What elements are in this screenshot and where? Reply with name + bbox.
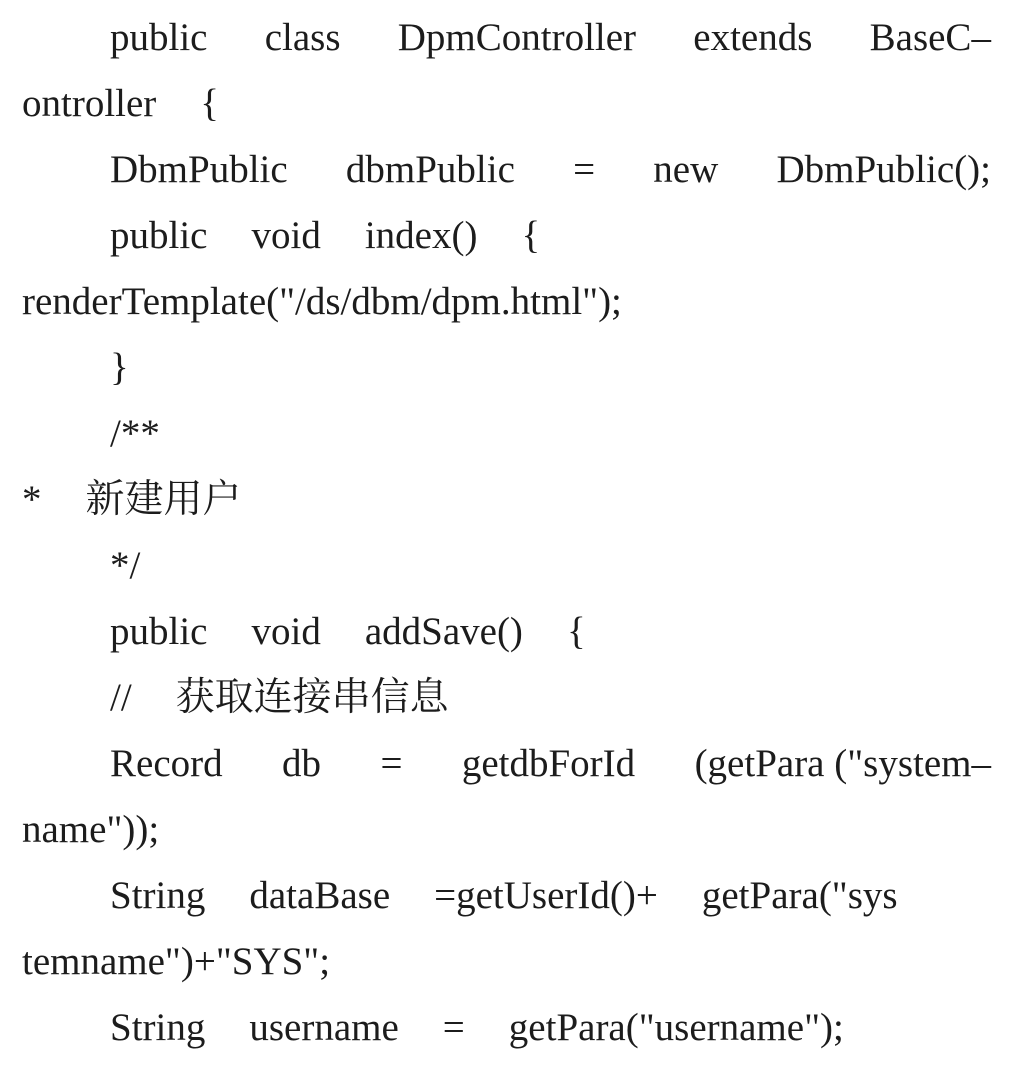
code-token: public: [110, 214, 208, 257]
code-token: */: [110, 544, 141, 587]
code-token: new: [653, 148, 719, 191]
code-token: getdbForId: [461, 742, 636, 785]
code-token: name"));: [22, 808, 160, 851]
code-token: 获取连接串信息: [175, 676, 449, 719]
code-token: 新建用户: [85, 478, 242, 521]
code-token: public: [110, 610, 208, 653]
code-token: Record: [110, 742, 223, 785]
code-line-7: [110, 404, 991, 464]
code-token: =: [573, 148, 596, 191]
code-token: BaseC–: [869, 16, 991, 59]
code-token: }: [110, 346, 129, 389]
code-token: String: [110, 1006, 206, 1049]
code-token: renderTemplate("/ds/dbm/dpm.html");: [22, 280, 622, 323]
code-line-1: [110, 8, 991, 68]
code-token: temname")+"SYS";: [22, 940, 331, 983]
code-token: DpmController: [397, 16, 637, 59]
code-token: getPara("username");: [508, 1006, 844, 1049]
code-line-10: [110, 602, 991, 662]
code-token: (getPara ("system–: [694, 742, 991, 785]
code-line-2: [22, 74, 991, 134]
code-token: {: [566, 610, 586, 653]
code-token: //: [110, 676, 132, 719]
code-token: class: [264, 16, 341, 59]
code-line-13: [22, 800, 991, 860]
code-line-14: [110, 866, 991, 926]
code-token: public: [110, 16, 208, 59]
code-line-8: [22, 470, 991, 530]
code-token: =: [380, 742, 403, 785]
code-line-9: [110, 536, 991, 596]
code-token: getPara("sys: [701, 874, 898, 917]
code-token: username: [249, 1006, 399, 1049]
code-token: void: [251, 214, 321, 257]
code-token: db: [282, 742, 322, 785]
code-line-4: [110, 206, 991, 266]
code-token: extends: [693, 16, 813, 59]
code-token: void: [251, 610, 321, 653]
code-token: =getUserId()+: [434, 874, 658, 917]
code-token: index(): [364, 214, 478, 257]
code-token: dataBase: [249, 874, 391, 917]
code-token: {: [521, 214, 541, 257]
code-token: dbmPublic: [345, 148, 515, 191]
code-token: *: [22, 478, 42, 521]
code-line-16: [110, 998, 991, 1058]
code-token: /**: [110, 412, 160, 455]
code-line-12: [110, 734, 991, 794]
code-token: =: [442, 1006, 465, 1049]
code-token: DbmPublic: [110, 148, 288, 191]
code-token: String: [110, 874, 206, 917]
code-line-15: [22, 932, 991, 992]
code-line-6: [110, 338, 991, 398]
code-line-5: [22, 272, 991, 332]
code-token: ontroller: [22, 82, 157, 125]
code-line-11: [110, 668, 991, 728]
code-line-3: [110, 140, 991, 200]
code-token: {: [200, 82, 220, 125]
code-token: DbmPublic();: [776, 148, 991, 191]
code-token: addSave(): [364, 610, 523, 653]
